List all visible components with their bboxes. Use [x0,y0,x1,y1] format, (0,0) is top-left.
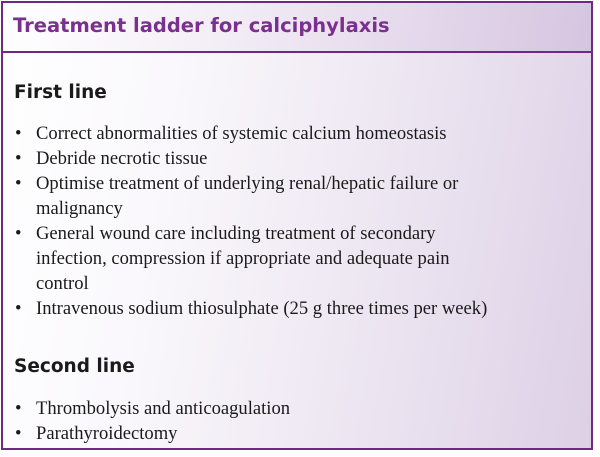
list-item-text: Optimise treatment of underlying renal/hepatic failure or [36,173,459,194]
list-item-text: infection, compression if appropriate and adequate pain [36,248,450,269]
treatment-ladder-box [1,1,593,450]
bullet-icon: • [15,123,22,144]
bullet-icon: • [15,298,22,319]
list-item-text: General wound care including treatment of secondary [36,223,436,244]
list-item-text: malignancy [36,198,123,219]
first-line-list [15,121,487,321]
bullet-icon: • [15,398,22,419]
bullet-icon: • [15,148,22,169]
box-title: Treatment ladder for calciphylaxis [13,14,390,37]
bullet-icon: • [15,423,22,444]
list-item-text: Debride necrotic tissue [36,148,208,169]
list-item-text: Correct abnormalities of systemic calcium homeostasis [36,123,447,144]
list-item-text: Intravenous sodium thiosulphate (25 g three times per week) [36,298,488,319]
bullet-icon: • [15,173,22,194]
list-item [15,296,487,321]
list-item [15,396,290,421]
second-line-list [15,396,290,446]
bullet-icon: • [15,223,22,244]
title-bar [3,3,591,53]
list-item [15,421,290,446]
second-line-heading: Second line [14,356,135,377]
list-item-text: control [36,273,89,294]
list-item-text: Parathyroidectomy [36,423,178,444]
list-item [15,221,487,296]
list-item [15,171,487,221]
first-line-heading: First line [14,82,107,103]
list-item [15,121,487,146]
list-item [15,146,487,171]
list-item-text: Thrombolysis and anticoagulation [36,398,291,419]
